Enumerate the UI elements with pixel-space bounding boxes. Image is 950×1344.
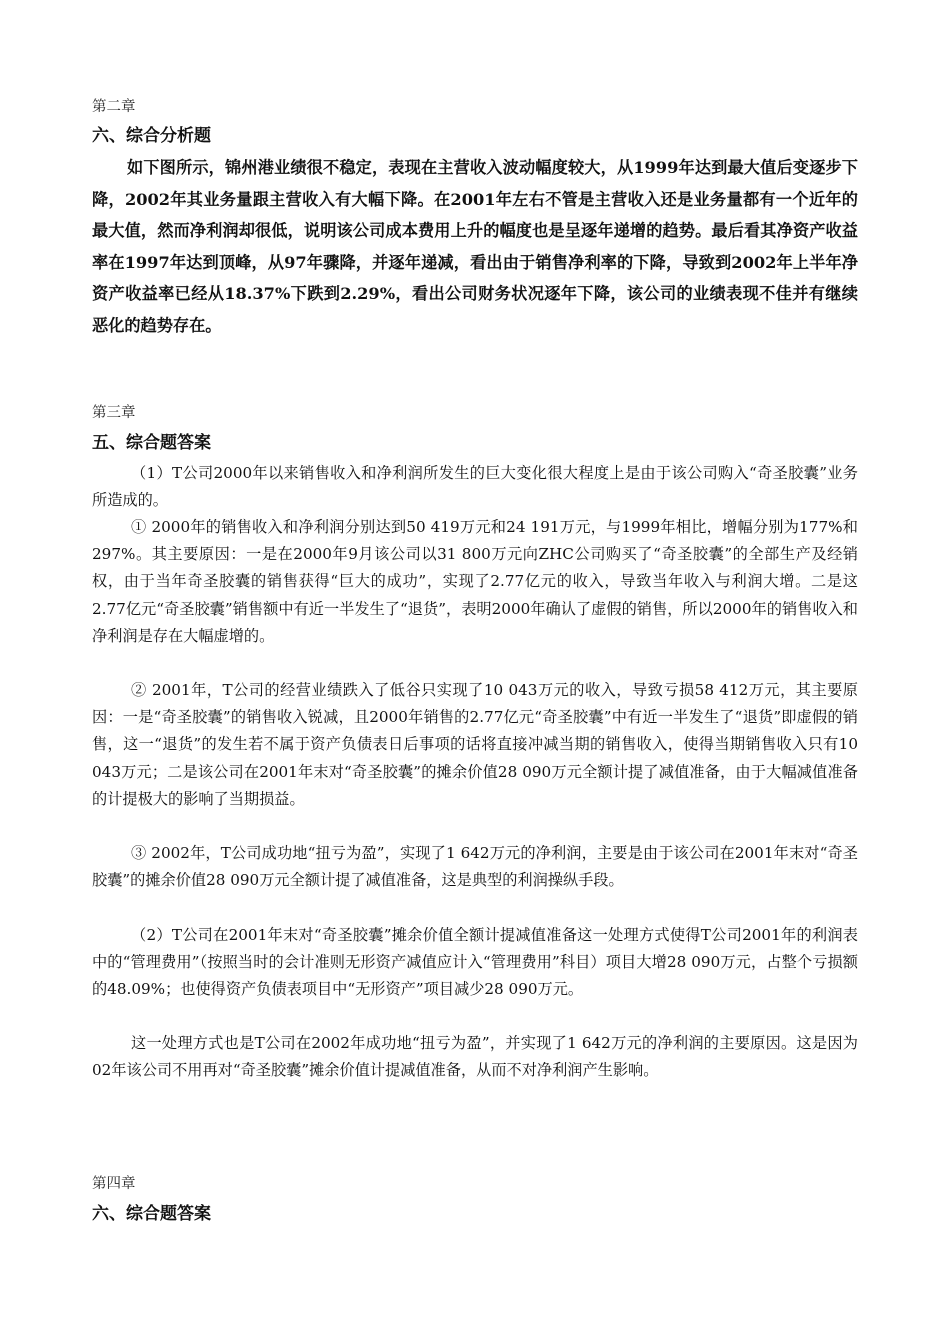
chapter-3-paragraph-1: （1）T公司2000年以来销售收入和净利润所发生的巨大变化很大程度上是由于该公司购入“奇圣胶囊”业务所造成的。	[92, 464, 858, 510]
chapter-2-heading: 六、综合分析题	[92, 126, 211, 146]
chapter-2-analysis-paragraph: 如下图所示，锦州港业绩很不稳定，表现在主营收入波动幅度较大，从1999年达到最大值后变逐步下降，2002年其业务量跟主营收入有大幅下降。在2001年左右不管是主营收入还是业务量都有一个近年的最大值，然而净利润却很低，说明该公司成本费用上升的幅度也是呈逐年递增的趋势。最后看其净资产收益率在1997年达到顶峰，从97年骤降，并逐年递减，看出由于销售净利率的下降，导致到2002年上半年净资产收益率已经从18.37%下跌到2.29%，看出公司财务状况逐年下降，该公司的业绩表现不佳并有继续恶化的趋势存在。	[92, 158, 858, 335]
chapter-4-label: 第四章	[92, 1176, 136, 1192]
chapter-3-label: 第三章	[92, 405, 136, 421]
chapter-3-paragraph-3: ② 2001年，T公司的经营业绩跌入了低谷只实现了10 043万元的收入，导致亏损58 412万元，其主要原因：一是“奇圣胶囊”的销售收入锐减，且2000年销售的2.77亿元“奇圣胶囊”中有近一半发生了“退货”即虚假的销售，这一“退货”的发生若不属于资产负债表日后事项的话将直接冲减当期的销售收入，使得当期销售收入只有10 043万元；二是该公司在2001年末对“奇圣胶囊”的摊余价值28 090万元全额计提了减值准备，由于大幅减值准备的计提极大的影响了当期损益。	[92, 681, 858, 808]
chapter-3-paragraph-5: （2）T公司在2001年末对“奇圣胶囊”摊余价值全额计提减值准备这一处理方式使得T公司2001年的利润表中的“管理费用”（按照当时的会计准则无形资产减值应计入“管理费用”科目）项目大增28 090万元，占整个亏损额的48.09%；也使得资产负债表项目中“无形资产”项目减少28 090万元。	[92, 926, 858, 999]
chapter-3-paragraph-2: ① 2000年的销售收入和净利润分别达到50 419万元和24 191万元，与1999年相比，增幅分别为177%和297%。其主要原因：一是在2000年9月该公司以31 800万元向ZHC公司购买了“奇圣胶囊”的全部生产及经销权，由于当年奇圣胶囊的销售获得“巨大的成功”，实现了2.77亿元的收入，导致当年收入与利润大增。二是这2.77亿元“奇圣胶囊”销售额中有近一半发生了“退货”，表明2000年确认了虚假的销售，所以2000年的销售收入和净利润是存在大幅虚增的。	[92, 518, 858, 645]
chapter-4-heading: 六、综合题答案	[92, 1204, 211, 1224]
chapter-3-heading: 五、综合题答案	[92, 433, 211, 453]
chapter-3-paragraph-6: 这一处理方式也是T公司在2002年成功地“扭亏为盈”，并实现了1 642万元的净利润的主要原因。这是因为02年该公司不用再对“奇圣胶囊”摊余价值计提减值准备，从而不对净利润产生影响。	[92, 1034, 858, 1080]
chapter-3-paragraph-4: ③ 2002年，T公司成功地“扭亏为盈”，实现了1 642万元的净利润，主要是由于该公司在2001年末对“奇圣胶囊”的摊余价值28 090万元全额计提了减值准备，这是典型的利润操纵手段。	[92, 844, 858, 890]
chapter-2-label: 第二章	[92, 99, 136, 115]
